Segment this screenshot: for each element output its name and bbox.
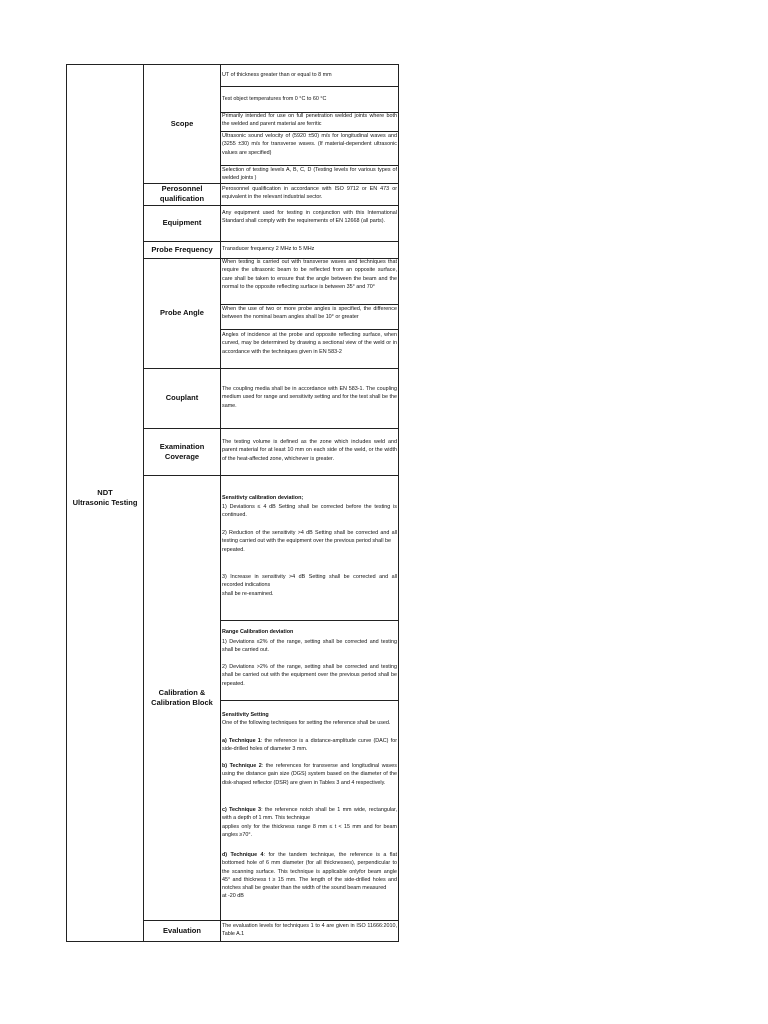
technique-3-text: : the reference notch shall be 1 mm wide, rectangular, with a depth of 1 mm. This technique applies only for the thickness range 8 mm ≤ t < 15 mm and for beam angles ≥70°. <box>222 807 398 838</box>
scope-row-3: Primarily intended for use on full penetration welded joints where both the welded and parent material are ferritic <box>222 113 397 128</box>
row-divider <box>220 620 399 621</box>
technique-1 <box>221 737 398 754</box>
technique-3-label: c) Technique 3 <box>222 807 262 813</box>
technique-2-text: : the references for transverse and longitudinal waves using the distance gain size (DGS) system based on the diameter of the disk-shaped reflector (DSR) are given in Tables 3 and 4 respectively. <box>222 763 397 786</box>
sensitivity-deviation-item-3: 3) Increase in sensitivity >4 dB Setting shall be corrected and all recorded indications shall be re-examined. <box>222 574 397 597</box>
sensitivity-deviation-title: Sensitivty calibration deviation; <box>222 495 304 501</box>
scope-row-5: Selection of testing levels A, B, C, D (Testing levels for various types of welded joints ) <box>222 167 397 182</box>
section-probe-angle: Probe Angle <box>160 308 204 317</box>
sensitivity-deviation-item-2: 2) Reduction of the sensitivity >4 dB Setting shall be corrected and all testing carried out with the equipment over the previous period shall be repeated. <box>222 530 397 553</box>
probe-angle-row-3: Angles of incidence at the probe and opposite reflecting surface, when curved, may be determined by drawing a sectional view of the weld or in accordance with the techniques given in EN 583-2 <box>222 332 397 355</box>
section-couplant: Couplant <box>165 393 199 402</box>
technique-4-label: d) Technique 4 <box>222 852 264 858</box>
section-calibration: Calibration & Calibration Block <box>151 687 213 707</box>
technique-4 <box>221 851 398 901</box>
technique-2 <box>221 762 398 787</box>
section-personnel: Perosonnel qualification <box>159 184 205 203</box>
coverage-text: The testing volume is defined as the zone which includes weld and parent material for at least 10 mm on each side of the weld, or the width of the heat-affected zone, whichever is greater. <box>222 439 397 462</box>
technique-2-label: b) Technique 2 <box>222 763 262 769</box>
scope-row-1: UT of thickness greater than or equal to 8 mm <box>222 72 332 78</box>
section-equipment: Equipment <box>162 218 202 227</box>
sensitivity-setting-intro: One of the following techniques for setting the reference shall be used. <box>222 720 391 726</box>
range-deviation-item-1: 1) Deviations ≤2% of the range, setting shall be corrected and testing shall be carried out. <box>222 639 397 654</box>
sensitivity-setting-title: Sensitivity Setting <box>222 712 269 718</box>
probe-frequency-text: Transducer frequency 2 MHz to 5 MHz <box>222 246 315 252</box>
equipment-text: Any equipment used for testing in conjunction with this International Standard shall comply with the requirements of EN 12668 (all parts). <box>222 210 397 225</box>
scope-row-4: Ultrasonic sound velocity of (5920 ±50) m/s for longitudinal waves and (3255 ±30) m/s for transverse waves. (If material-dependent ultrasonic values are specified) <box>222 133 397 156</box>
technique-1-text: : the reference is a distance-amplitude curve (DAC) for side-drilled holes of diameter 3 mm. <box>222 738 397 753</box>
row-divider <box>220 700 399 701</box>
section-scope: Scope <box>170 118 194 128</box>
row-divider <box>220 86 399 87</box>
range-deviation-title: Range Calibration deviation <box>222 629 294 635</box>
row-divider <box>220 329 399 330</box>
section-probe-frequency: Probe Frequency <box>151 244 213 254</box>
method-label: NDT Ultrasonic Testing <box>72 488 138 507</box>
section-coverage: Examination Coverage <box>159 441 205 461</box>
technique-1-label: a) Technique 1 <box>222 738 261 744</box>
evaluation-text: The evaluation levels for techniques 1 to 4 are given in ISO 11666:2010, Table A.1 <box>222 923 397 938</box>
personnel-text: Perosonnel qualification in accordance with ISO 9712 or EN 473 or equivalent in the relevant industrial sector. <box>222 186 397 201</box>
section-evaluation: Evaluation <box>163 926 201 935</box>
sensitivity-deviation-item-1: 1) Deviations ≤ 4 dB Setting shall be corrected before the testing is continued. <box>222 504 397 519</box>
scope-row-2: Test object temperatures from 0 °C to 60 °C <box>222 96 327 102</box>
range-deviation-item-2: 2) Deviations >2% of the range, setting shall be corrected and testing shall be carried out with the equipment over the previous period shall be repeated. <box>222 664 397 687</box>
couplant-text: The coupling media shall be in accordance with EN 583-1. The coupling medium used for range and sensitivity setting and for the test shall be the same. <box>222 386 397 409</box>
probe-angle-row-2: When the use of two or more probe angles is specified, the difference between the nominal beam angles shall be 10° or greater <box>222 306 397 321</box>
probe-angle-row-1: When testing is carried out with transverse waves and techniques that require the ultrasonic beam to be reflected from an opposite surface, care shall be taken to ensure that the angle between the beam and the normal to the opposite reflecting surface is between 35° and 70° <box>222 259 397 290</box>
technique-3 <box>221 806 398 839</box>
technique-4-text: : for the tandem technique, the reference is a flat bottomed hole of 6 mm diameter (for all thicknesses), perpendicular to the scanning surface. This technique is applicable onlyfor beam angle 45° and thickness t ≥ 15 mm. The length of the side-drilled holes and notches shall be greater than the width of the sound beam measured at -20 dB <box>222 852 397 900</box>
